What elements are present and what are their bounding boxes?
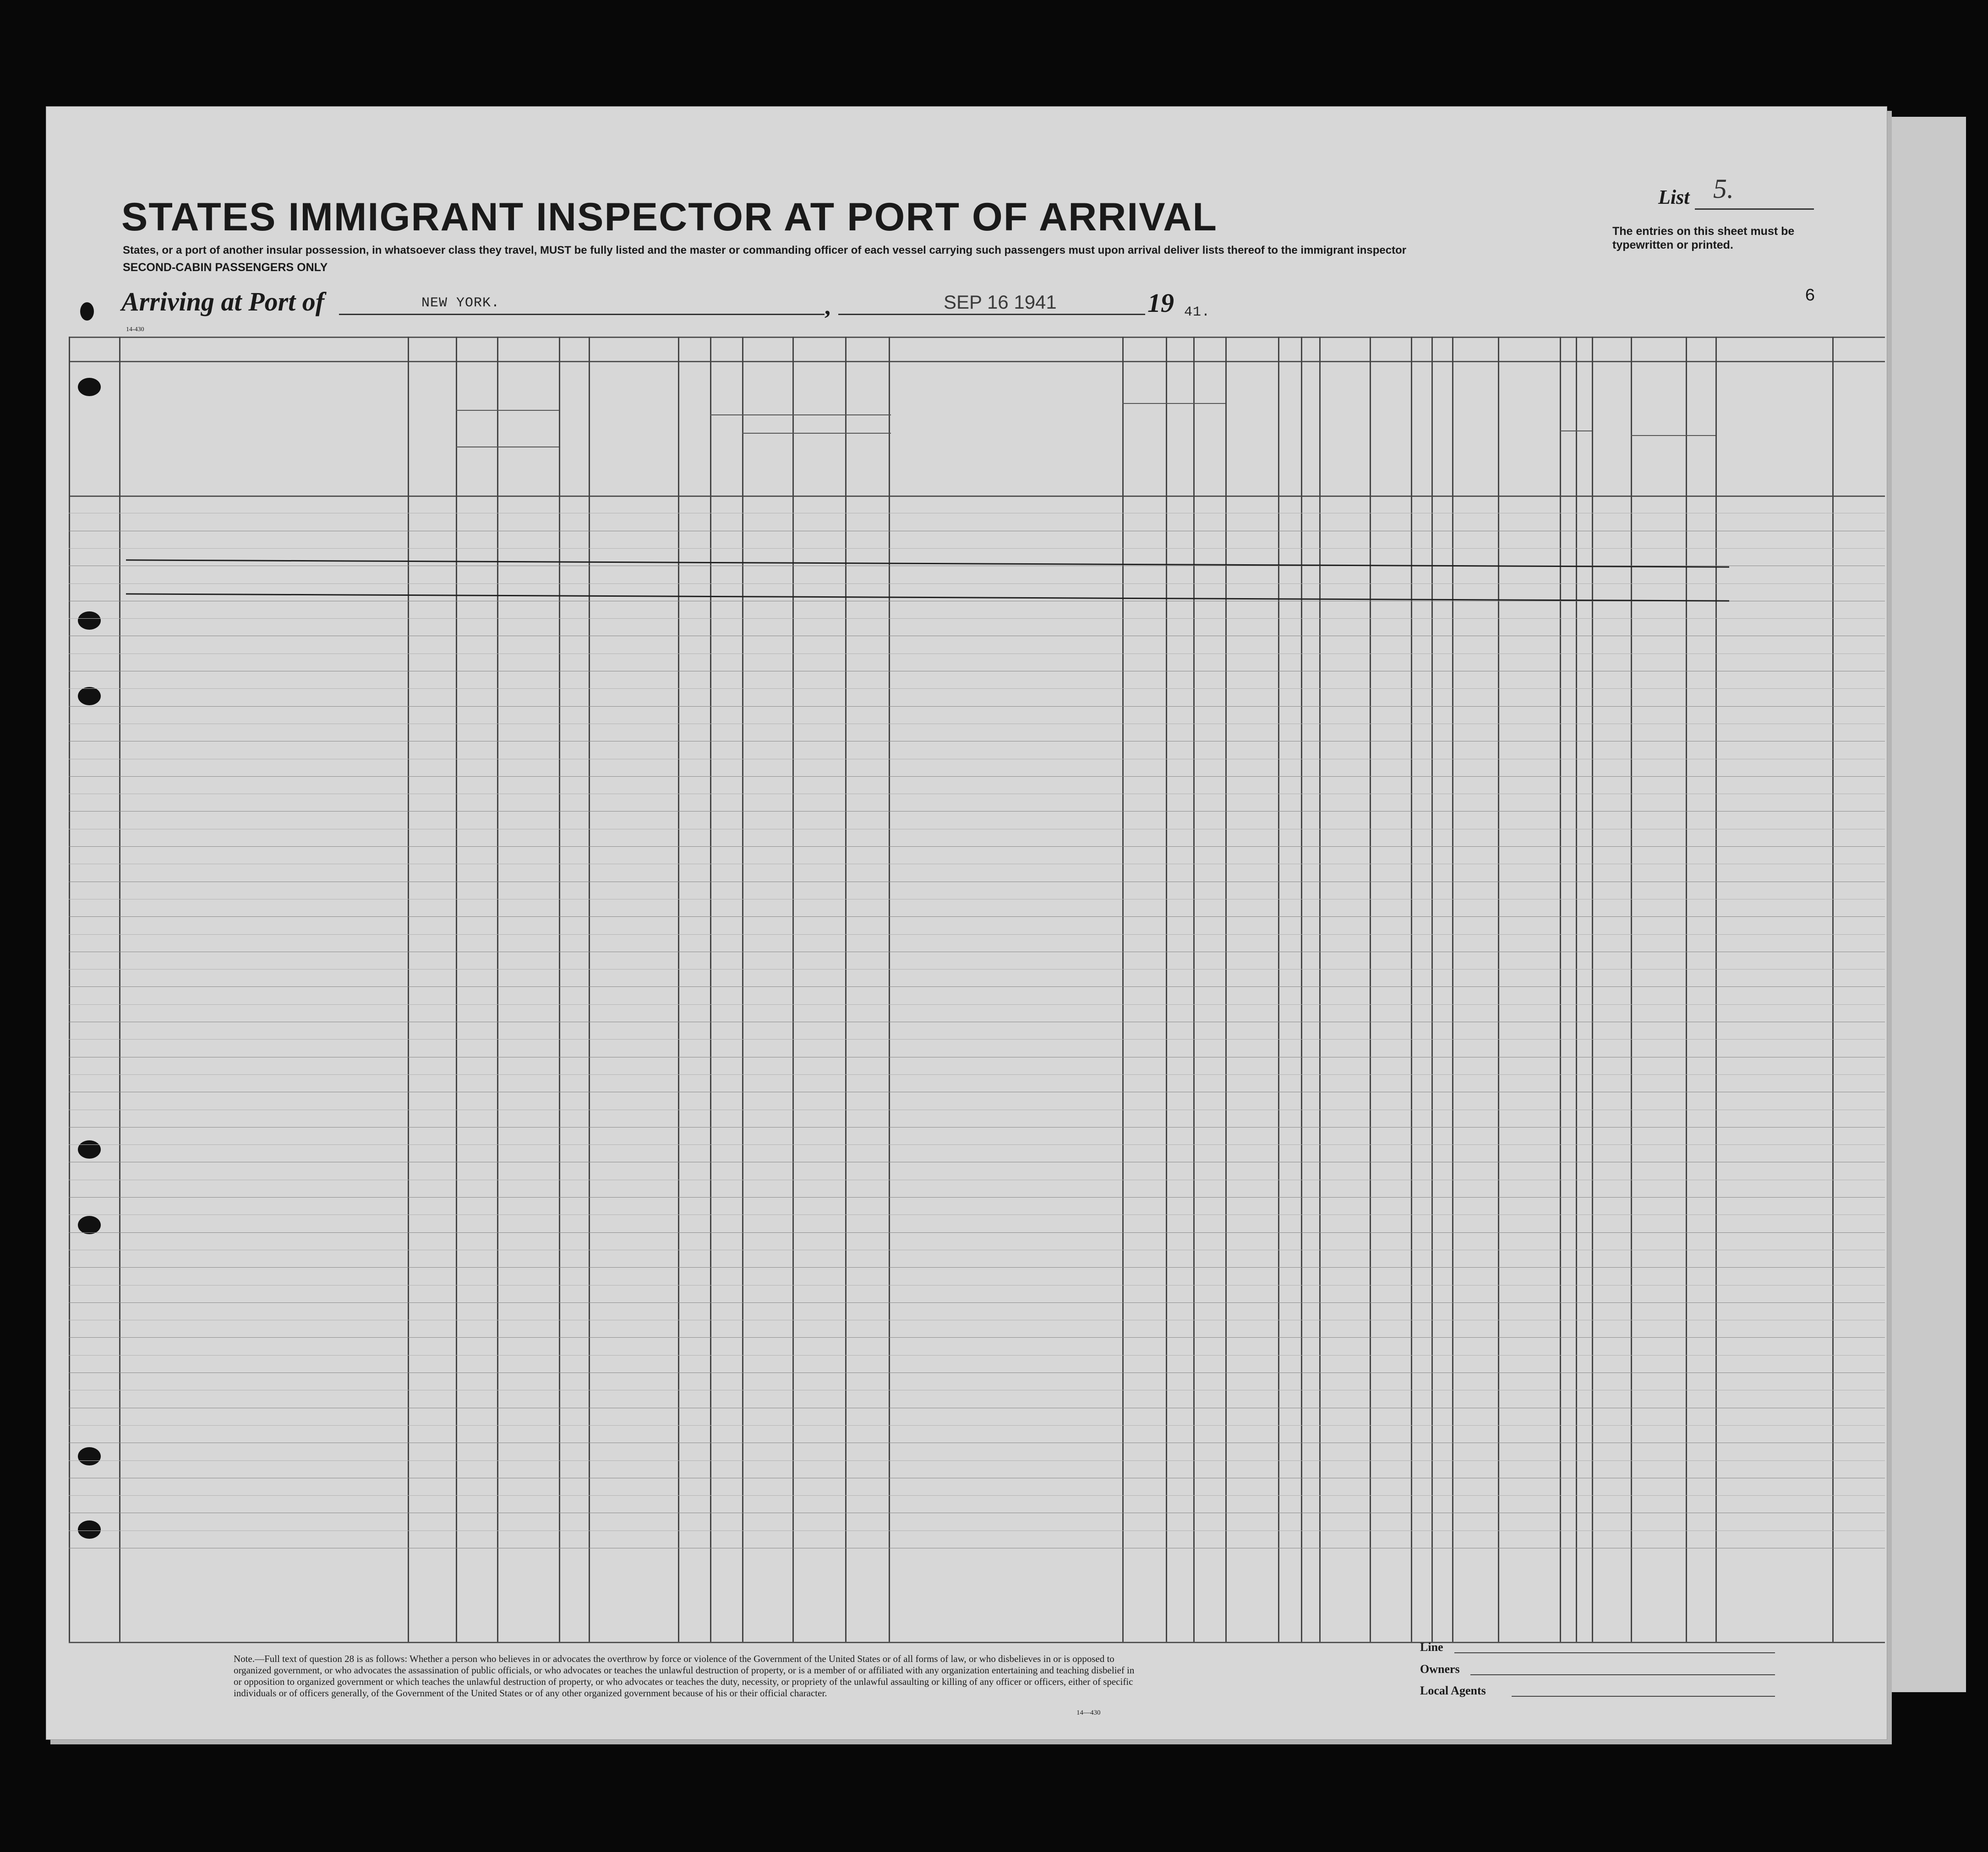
row-midline xyxy=(69,1074,1885,1075)
line-field xyxy=(1454,1652,1775,1653)
port-name: NEW YORK. xyxy=(421,295,500,311)
footnote-q28: Note.—Full text of question 28 is as follows: Whether a person who believes in or advocates the overthrow by force or violence of the Government of the United States or of all forms of law, or who disbelieves in or is opposed to organized government, or who advocates the assassination of public officials, or who advocates or teaches the unlawful destruction of property, or is a member of or affiliated with any organization entertaining and teaching disbelief in or opposition to organized government or which teaches the unlawful destruction of property, or who advocates or teaches the duty, necessity, or propriety of the unlawful assaulting or killing of any officer or officers, either of specific individuals or of officers generally, of the Government of the United States or of any other organized government because of his or their official character. xyxy=(234,1653,1135,1699)
year-suffix: 41. xyxy=(1184,305,1211,320)
column-rule xyxy=(69,337,70,1642)
col34-sub-rule xyxy=(1560,430,1592,431)
form-title: STATES IMMIGRANT INSPECTOR AT PORT OF ARRIVAL xyxy=(121,195,1218,239)
column-rule xyxy=(678,337,679,1642)
row-rule xyxy=(69,1337,1885,1338)
column-rule xyxy=(710,337,711,1642)
row-rule xyxy=(69,1232,1885,1233)
column-rule xyxy=(1370,337,1371,1642)
manifest-sheet xyxy=(46,106,1887,1740)
column-rule xyxy=(1452,337,1453,1642)
row-midline xyxy=(69,1495,1885,1496)
punch-hole xyxy=(78,611,101,630)
row-rule xyxy=(69,706,1885,707)
row-midline xyxy=(69,1004,1885,1005)
column-rule xyxy=(1225,337,1227,1642)
page-mark: 6 xyxy=(1805,286,1815,306)
column-rule xyxy=(1301,337,1302,1642)
list-label: List xyxy=(1658,186,1690,208)
column-rule xyxy=(1193,337,1195,1642)
col24-sub-rule xyxy=(1122,403,1225,404)
punch-hole xyxy=(78,687,101,705)
column-rule xyxy=(792,337,794,1642)
comma: , xyxy=(825,294,830,320)
column-rule xyxy=(1592,337,1593,1642)
underlying-pages xyxy=(1887,117,1966,1692)
row-rule xyxy=(69,1302,1885,1303)
punch-hole xyxy=(78,1520,101,1539)
column-rule xyxy=(742,337,743,1642)
column-rule xyxy=(497,337,498,1642)
arriving-underline xyxy=(339,314,825,315)
header-bottom-rule xyxy=(69,496,1885,497)
arriving-label: Arriving at Port of xyxy=(121,287,325,316)
column-rule xyxy=(1431,337,1433,1642)
column-rule xyxy=(559,337,560,1642)
form-code-top: 14-430 xyxy=(126,326,144,333)
list-number: 5. xyxy=(1713,174,1734,204)
col22-sub-rule xyxy=(710,414,891,415)
row-midline xyxy=(69,618,1885,619)
col18-sub-rule xyxy=(456,410,559,411)
row-midline xyxy=(69,583,1885,584)
colnum-rule xyxy=(69,361,1885,362)
column-rule xyxy=(1498,337,1499,1642)
column-rule xyxy=(1278,337,1279,1642)
row-rule xyxy=(69,1127,1885,1128)
table-bottom-rule xyxy=(69,1642,1885,1643)
footer-form-code: 14—430 xyxy=(1076,1709,1101,1716)
agents-label: Local Agents xyxy=(1420,1684,1486,1697)
row-rule xyxy=(69,776,1885,777)
row-midline xyxy=(69,1425,1885,1426)
row-midline xyxy=(69,1039,1885,1040)
date-stamp: SEP 16 1941 xyxy=(944,291,1057,313)
list-underline xyxy=(1695,208,1814,210)
column-rule xyxy=(1832,337,1834,1642)
agents-field xyxy=(1512,1696,1775,1697)
column-rule xyxy=(119,337,120,1642)
col22-ifyes-rule xyxy=(742,433,891,434)
second-cabin-label: SECOND-CABIN PASSENGERS ONLY xyxy=(123,261,328,274)
year-prefix: 19 xyxy=(1147,288,1174,318)
row-midline xyxy=(69,1144,1885,1145)
column-rule xyxy=(1122,337,1124,1642)
column-rule xyxy=(1715,337,1717,1642)
column-rule xyxy=(1411,337,1412,1642)
punch-hole xyxy=(78,1447,101,1465)
owners-label: Owners xyxy=(1420,1662,1460,1676)
row-midline xyxy=(69,548,1885,549)
column-rule xyxy=(456,337,457,1642)
form-subtitle: States, or a port of another insular possession, in whatsoever class they travel, MUST be fully listed and the master or commanding officer of each vessel carrying such passengers must upon arrival deliver lists thereof to the immigrant inspector xyxy=(123,244,1407,256)
row-rule xyxy=(69,1197,1885,1198)
owners-field xyxy=(1470,1674,1775,1675)
column-rule xyxy=(845,337,847,1642)
row-rule xyxy=(69,916,1885,917)
column-rule xyxy=(1686,337,1687,1642)
row-midline xyxy=(69,1355,1885,1356)
row-rule xyxy=(69,846,1885,847)
row-midline xyxy=(69,688,1885,689)
punch-hole xyxy=(80,302,94,321)
line-label: Line xyxy=(1420,1640,1443,1654)
typewritten-note: The entries on this sheet must be typewritten or printed. xyxy=(1612,225,1795,251)
row-midline xyxy=(69,934,1885,935)
punch-hole xyxy=(78,378,101,396)
column-rule xyxy=(589,337,590,1642)
column-rule xyxy=(1631,337,1632,1642)
column-rule xyxy=(1166,337,1167,1642)
column-rule xyxy=(889,337,890,1642)
column-rule xyxy=(408,337,409,1642)
row-midline xyxy=(69,1460,1885,1461)
row-rule xyxy=(69,986,1885,987)
column-rule xyxy=(1576,337,1577,1642)
row-midline xyxy=(69,1285,1885,1286)
row-midline xyxy=(69,969,1885,970)
column-rule xyxy=(1560,337,1561,1642)
table-top-rule xyxy=(69,337,1885,338)
row-rule xyxy=(69,811,1885,812)
punch-hole xyxy=(78,1140,101,1159)
row-rule xyxy=(69,1267,1885,1268)
date-underline xyxy=(838,314,1145,315)
column-rule xyxy=(1319,337,1321,1642)
col36-sub-rule xyxy=(1631,435,1715,436)
punch-hole xyxy=(78,1216,101,1234)
